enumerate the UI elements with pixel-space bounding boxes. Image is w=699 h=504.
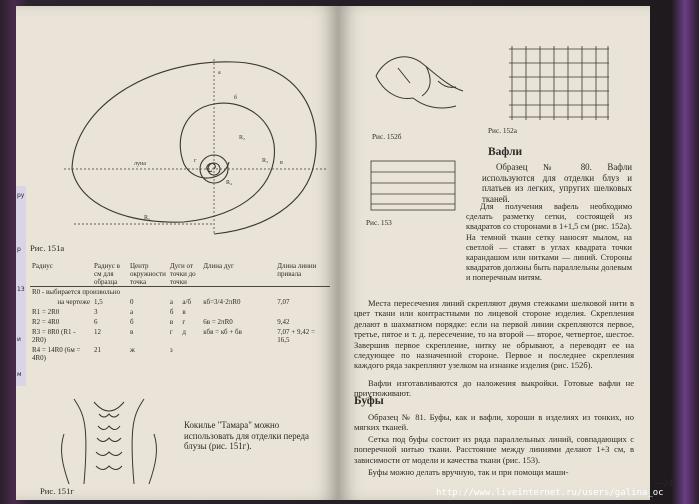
column-header: Длина дуг — [201, 262, 275, 287]
table-cell: б — [169, 308, 174, 316]
table-cell: а/б — [182, 298, 192, 306]
section-title-waffles: Вафли — [488, 146, 523, 158]
table-cell: 21 — [94, 346, 101, 354]
radius-table — [30, 262, 330, 363]
paragraph: Буфы можно делать вручную, так и при помощи маши- — [368, 467, 569, 477]
point-a-label: а — [218, 70, 221, 76]
paragraph: Сетка под буфы состоит из ряда параллельных линий, совпадающих с поперечной нитью ткани. Расстояние между линиями делают 1+3 см, в зависимости от модели и качества ткани (рис. 153). — [354, 434, 634, 465]
figure-caption-153: Рис. 153 — [366, 218, 392, 227]
left-page — [16, 6, 338, 500]
table-cell: в — [182, 308, 186, 316]
table-cell: ж — [130, 346, 135, 354]
column-header: Радиус в см для образца — [92, 262, 128, 287]
table-cell: в — [130, 328, 134, 336]
table-cell: г — [182, 318, 186, 326]
table-cell: 3 — [94, 308, 98, 316]
table-cell: R1 = 2R0 — [32, 308, 60, 316]
blouse-illustration-151g — [54, 394, 164, 489]
paragraph: Вафли изготавливаются до наложения выкройки. Готовые вафли не приутюживают. — [354, 378, 634, 399]
table-cell: R2 = 4R0 — [32, 318, 60, 326]
r1-label: R₁ — [144, 215, 151, 221]
table-row — [30, 307, 330, 317]
edge-text: ру — [17, 192, 25, 199]
table-cell: а — [130, 308, 134, 316]
table-cell: д — [182, 328, 186, 336]
table-cell: в — [169, 318, 174, 326]
table-cell: R4 = 14R0 (6м = 4R0) — [32, 346, 81, 362]
column-header: Дуги от точки до точки — [168, 262, 201, 287]
section-title-bufs: Буфы — [354, 395, 384, 407]
r4-label: R₄ — [226, 180, 233, 186]
edge-text: и — [17, 336, 21, 343]
page-number: —243 — [654, 478, 677, 488]
table-row — [30, 287, 330, 298]
table-cell: на чертеже — [57, 298, 90, 306]
table-cell: кб=3/4·2πR0 — [203, 298, 241, 306]
point-d-label: г — [194, 158, 197, 164]
table-row — [30, 327, 330, 345]
table-cell: R0 - выбирается произвольно — [32, 288, 121, 296]
paragraph: Образец № 81. Буфы, как и вафли, хороши в изделиях из тонких, но мягких тканей. — [354, 412, 634, 433]
table-cell: 0 — [130, 298, 134, 306]
sewing-illustration-152b — [368, 46, 473, 121]
table-cell: 6в = 2πR0 — [203, 318, 233, 326]
table-cell — [180, 345, 201, 363]
table-row — [30, 345, 330, 363]
figure-caption-151a: Рис. 151а — [30, 243, 65, 253]
table-cell: 1,5 — [94, 298, 103, 306]
table-cell: 9,42 — [277, 318, 290, 326]
note-text: Кокилье "Тамара" можно использовать для отделки переда блузы (рис. 151г). — [184, 420, 309, 452]
table-cell: R3 = 8R0 (R1 - 2R0) — [32, 328, 76, 344]
r2-label: R₂ — [239, 135, 246, 141]
adjacent-page-edge — [16, 186, 26, 386]
column-header: Радиус — [30, 262, 92, 287]
spiral-figure-151a — [34, 44, 334, 239]
lines-figure-153 — [368, 158, 458, 213]
table-cell: 7,07 — [277, 298, 290, 306]
table-cell: 6 — [94, 318, 98, 326]
grid-figure-152a — [504, 44, 614, 120]
edge-text: р — [17, 246, 21, 253]
table-row — [30, 297, 330, 307]
figure-caption-152a: Рис. 152а — [488, 126, 518, 135]
edge-text: м — [17, 371, 22, 378]
point-c-label: в — [280, 160, 283, 166]
column-header: Центр окружности точка — [130, 262, 166, 286]
table-cell: а — [169, 298, 173, 306]
table-cell — [275, 345, 330, 363]
paragraph: Для получения вафель необходимо сделать разметку сетки, состоящей из квадратов со сторонами в 1+1,5 см (рис. 152а). На темной ткани сетку наносят мылом, на светлой — ставят в углах квадрата точки карандашом или нитками — линий. Стороны квадратов должны быть параллельны долевым и поперечным нитям. — [466, 202, 632, 283]
arc-label: луна — [134, 161, 146, 167]
table-cell: б — [130, 318, 134, 326]
table-cell — [201, 345, 275, 363]
table-cell — [201, 307, 275, 317]
column-header: Длина линии привала — [275, 262, 330, 287]
table-cell: г — [169, 328, 173, 336]
figure-caption-152b: Рис. 152б — [372, 132, 402, 141]
edge-text: 13 — [17, 286, 25, 293]
point-b-label: б — [234, 95, 238, 101]
table-cell — [275, 307, 330, 317]
paragraph: Места пересечения линий скрепляют двумя стежками шелковой нити в цвет ткани или контрастными по лицевой стороне изделия. Скрепления делают в шахматном порядке: если на первой линии скрепляются первое, третье, пятое и т. д. пересечение, то на второй — второе, четвертое, шестое. Завершив первое скрепление, нитку не обрывают, а переводят ее на следующее по назначенной стороне. Первое и последнее скрепления каждого ряда закрепляют узелком на изнанке изделия (рис. 152б). — [354, 298, 634, 371]
right-page — [338, 6, 650, 500]
table-cell: з — [169, 346, 173, 354]
paragraph: Образец № 80. Вафли используются для отделки блуз и платьев из легких, упругих шелковых тканей. — [482, 162, 632, 204]
table-cell: 7,07 + 9,42 = 16,5 — [277, 328, 315, 344]
source-url-watermark: http://www.liveinternet.ru/users/galina_oc — [436, 488, 664, 498]
table-header-row — [30, 262, 330, 287]
table-cell: 12 — [94, 328, 101, 336]
table-row — [30, 317, 330, 327]
r3-label: R₃ — [262, 158, 269, 164]
figure-caption-151g: Рис. 151г — [40, 486, 74, 496]
table-cell: кбв = кб + бв — [203, 328, 242, 336]
